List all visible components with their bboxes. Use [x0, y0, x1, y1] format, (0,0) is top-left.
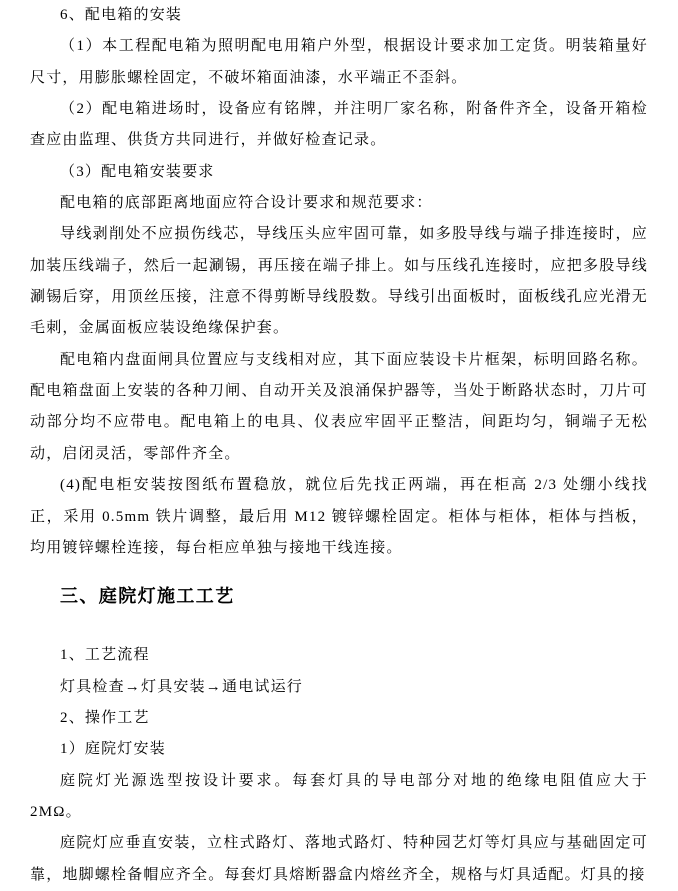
para-process-flow-steps: 灯具检查→灯具安装→通电试运行: [60, 678, 304, 695]
subsection-heading-distribution-box: 6、配电箱的安装: [60, 7, 183, 23]
para-bottom-clearance: 配电箱的底部距离地面应符合设计要求和规范要求：: [60, 195, 433, 212]
para-panel-layout: 配电箱内盘面闸具位置应与支线相对应，其下面应装设卡片框架，标明回路名称。配电箱盘面上安装的各种刀闸、自动开关及浪涌保护器等，当处于断路状态时，刀片可动部分均不应带电。配电箱上的电具、仪表应牢固平正整洁，间距均匀，铜端子无松动，启闭灵活，零部件齐全。: [30, 351, 648, 462]
section-heading-courtyard-lamp: 三、庭院灯施工工艺: [60, 586, 235, 607]
para-process-flow-title: 1、工艺流程: [60, 647, 150, 664]
para-operation-craft-title: 2、操作工艺: [60, 709, 150, 726]
para-vertical-install: 庭院灯应垂直安装，立柱式路灯、落地式路灯、特种园艺灯等灯具应与基础固定可靠，地脚螺栓备帽应齐全。每套灯具熔断器盒内熔丝齐全，规格与灯具适配。灯具的接: [30, 835, 648, 883]
para-site-delivery: （2）配电箱进场时，设备应有铭牌，并注明厂家名称，附备件齐全，设备开箱检查应由监理、供货方共同进行，并做好检查记录。: [30, 101, 648, 149]
para-light-source-selection: 庭院灯光源选型按设计要求。每套灯具的导电部分对地的绝缘电阻值应大于 2MΩ。: [30, 772, 648, 820]
para-lamp-install-title: 1）庭院灯安装: [60, 741, 166, 758]
para-install-requirements-title: （3）配电箱安装要求: [60, 163, 215, 180]
para-order-spec: （1）本工程配电箱为照明配电用箱户外型，根据设计要求加工定货。明装箱量好尺寸，用膨胀螺栓固定，不破坏箱面油漆，水平端正不歪斜。: [30, 38, 648, 86]
para-cabinet-install: (4)配电柜安装按图纸布置稳放，就位后先找正两端，再在柜高 2/3 处绷小线找正，采用 0.5mm 铁片调整，最后用 M12 镀锌螺栓固定。柜体与柜体，柜体与挡板，均用镀锌螺栓连接，每台柜应单独与接地干线连接。: [30, 477, 648, 556]
para-wire-stripping: 导线剥削处不应损伤线芯，导线压头应牢固可靠，如多股导线与端子排连接时，应加装压线端子，然后一起涮锡，再压接在端子排上。如与压线孔连接时，应把多股导线涮锡后穿，用顶丝压接，注意不得剪断导线股数。导线引出面板时，面板线孔应光滑无毛刺，金属面板应装设绝缘保护套。: [30, 226, 648, 337]
